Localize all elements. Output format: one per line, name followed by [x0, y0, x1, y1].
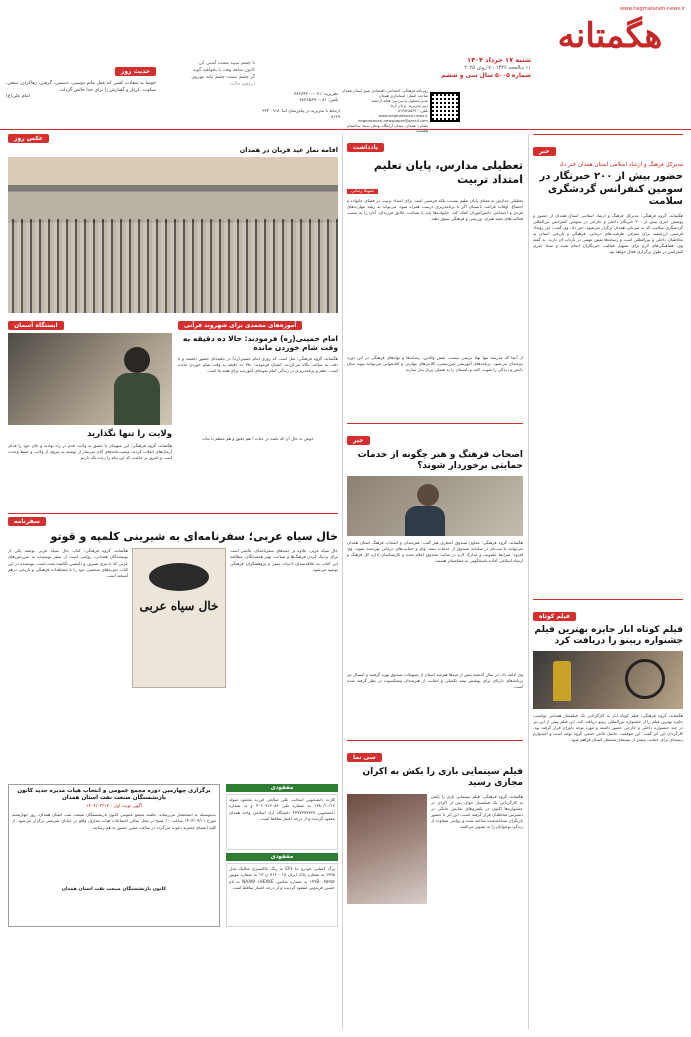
- bicycle-wheel-shape: [625, 659, 665, 699]
- site-url: www.hegmataneh-news.ir: [620, 6, 685, 12]
- martyr-box: [8, 321, 172, 503]
- right-body: هگمتانه، گروه فرهنگی: مدیرکل فرهنگ و ارشاد اسلامی استان همدان از حضور و پوشش خبری بیش از ۲۰۰ خبرنگار داخلی و خارجی در سومین کنفرانس بین‌المللی گردشگری سلامت که به میزبانی همدان برگزار می‌شود، خبر داد. وی گفت: این رویداد فرصتی ارزشمند برای معرفی ظرفیت‌های درمانی، فرهنگی و تاریخی استان به مخاطبان داخلی و بین‌المللی است و رسانه‌ها نقش مهمی در بازتاب آن دارند. به گفته وی، هماهنگی‌های لازم برای تسهیل فعالیت خبرنگاران انجام شده و ستاد خبری کنفرانس در طول برگزاری فعال خواهد بود.: [533, 212, 683, 255]
- right-column: [533, 134, 683, 1024]
- lost-tag-1: مفقودی: [226, 784, 338, 792]
- notice-body: بدینوسیله به استحضار می‌رساند، جلسه مجمع عمومی کانون بازنشستگان صنعت نفت استان همدان، روز چهارشنبه مورخ ۱۴۰۴/۰۴/۱۱ ساعت ۱۰ صبح در محل سالن اجتماعات هیات معارف واقع در خیابان شریعتی برگزار می‌شود. از کلیه اعضای محترم دعوت می‌گردد در ساعت مقرر حضور به هم رسانند.: [12, 812, 216, 830]
- photo-caption: اقامه نماز عید قربان در همدان: [239, 146, 338, 154]
- quran-headline: امام خمینی(ره) فرمودند: حالا ده دقیقه به وقت شام خوردن مانده: [182, 334, 338, 353]
- book-cover: [132, 548, 226, 688]
- support-body-2: وی ادامه داد: در سال گذشته بیش از صدها هنرمند استان از تسهیلات صندوق بهره گرفتند و امسال نیز برنامه‌های تازه‌ای برای پوشش بیمه تکمیلی و حمایت از هنرمندان پیشکسوت در نظر گرفته شده است.: [347, 672, 523, 690]
- news-tag: خبر: [533, 147, 556, 156]
- quran-box: [178, 321, 338, 503]
- note-tag: یادداشت: [347, 143, 384, 152]
- note-body-2: از آنجا که مدرسه تنها نهاد تربیتی نیست، نقش والدین، رسانه‌ها و نهادهای فرهنگی در این دوره دوچندان می‌شود. برنامه‌های آموزشی غیررسمی، کلاس‌های مهارتی و کتابخوانی می‌توانند پیوند میان دانش و زندگی را تقویت کنند و تابستان را به فصلی پربار بدل سازند.: [347, 354, 523, 372]
- quran-tag: آموزه‌های محمدی برای شهروند قرآنی: [178, 321, 302, 330]
- masthead: [0, 0, 691, 133]
- issue-number: شماره ۵۰۰۵ سال سی و ششم: [440, 72, 531, 79]
- middle-column: [347, 134, 523, 1024]
- travel-headline: خال سیاه عربی؛ سفرنامه‌ای به شیرینی کلمپه و قوتو: [50, 529, 338, 543]
- cinema-tag: سی نما: [347, 753, 382, 762]
- lost-notice-2: برگ کمپانی خودرو دنا EF۷ به رنگ خاکستری متالیک مدل ۱۳۹۸ به شماره پلاک ایران ۱۸ - ۷۱۶ ن ۱۳ به شماره موتور ۱۴۷B۰۰۴۵۳۵۲ به شماره شاسی NAAW۰۱HEXKE به نام حسین فریدونی مفقود گردیده و از درجه اعتبار ساقط است.: [226, 863, 338, 927]
- cinema-body: هگمتانه، گروه فرهنگی: فیلم سینمایی بازی را بکش به کارگردانی یک فیلمساز جوان پس از اکران در جشنواره‌ها اکنون در پلتفرم‌های نمایش خانگی در دسترس مخاطبان قرار گرفته است. این اثر با حضور بازیگران شناخته‌شده ساخته شده و روایتی متفاوت از زندگی نوجوانان را به تصویر می‌کشد.: [431, 793, 523, 829]
- notice-subtitle: آگهی نوبت اول - ۱۴۰۴/۰۳/۱۷: [85, 804, 143, 810]
- notice-title: برگزاری چهارمین دوره مجمع عمومی و انتخاب هیات مدیره جدید کانون بازنشستگان صنعت نفت استان همدان: [17, 788, 211, 802]
- qr-code: [430, 92, 460, 122]
- association-notice: [8, 784, 220, 927]
- short-film-photo: [533, 651, 683, 709]
- official-portrait: [347, 476, 523, 536]
- support-body-1: هگمتانه، گروه فرهنگی: معاون صندوق اعتباری هنر گفت: هنرمندان و اصحاب فرهنگ استان همدان می‌توانند با ثبت‌نام در سامانه صندوق از خدمات بیمه، وام و حمایت‌های درمانی بهره‌مند شوند. وی افزود: شرایط عضویت و مدارک لازم در سایت صندوق اعلام شده و کارشناسان اداره کل فرهنگ و ارشاد اسلامی آماده پاسخگویی به متقاضیان هستند.: [347, 540, 523, 564]
- lost-items-box: [226, 784, 338, 927]
- whatsapp-info: ارتباط با تحریریه در پیام‌رسان ایتا: ۰۹۱۸ ۳۲۴ ۸۱۲۹: [262, 108, 340, 119]
- martyr-headline: ولایت را تنها نگذارید: [87, 429, 172, 439]
- note-headline: تعطیلی مدارس، پایان تعلیم امتداد تربیت: [373, 159, 523, 186]
- martyr-head-shape: [124, 347, 150, 373]
- author-name: سهیلا زمانی: [347, 189, 378, 194]
- cinema-photo: [347, 794, 427, 904]
- short-film-tag: فیلم کوتاه: [533, 612, 576, 621]
- prayer-photo: [8, 157, 338, 313]
- martyr-body-shape: [114, 373, 160, 425]
- hadith-text: خوشا به سعادت کسی که عمل مانم دوستی، دشمنی، گرفتن، رهاکردن، سخن، سکوت، کردار و گفتارش را برای خدا خالص گرداند.: [6, 81, 156, 93]
- photo-of-day-tag: عکس روز: [8, 134, 49, 143]
- lost-notice-1: کارت دانشجویی اینجانب علی صالحی فرزند محمود متولد ۱۳۸۰/۱۰/۱۶ به شماره ملی ۴۰۲۰۹۱۳۰۸۳ و به شماره دانشجویی ۴۳۷۷۳۷۷۷۲۷ دانشگاه آزاد اسلامی واحد همدان مفقود گردیده و از درجه اعتبار ساقط است.: [226, 794, 338, 850]
- lost-tag-2: مفقودی: [226, 853, 338, 861]
- support-headline: اصحاب فرهنگ و هنر چگونه از خدمات حمایتی برخوردار شوند؟: [357, 449, 523, 471]
- travel-body-right: هگمتانه، گروه فرهنگی: کتاب خال سیاه عربی نوشته یکی از نویسندگان همدانی، روایتی است از سفر نویسنده به سرزمین‌های عربی که با نثری شیرین و دلنشین نگاشته شده است. نویسنده در این کتاب تجربه‌های شخصی خود را با مشاهدات فرهنگی و تاریخی درهم آمیخته است.: [8, 548, 128, 578]
- quran-body: هگمتانه، گروه فرهنگی: نقل است که روزی امام خمینی(ره) در جلسه‌ای حضور داشتند و با دقت به ساعت نگاه می‌کردند. ایشان فرمودند: حالا ده دقیقه به وقت شام خوردن مانده است. نظم و برنامه‌ریزی در زندگی امام نمونه‌ای آموزنده برای همه ما است.: [178, 355, 338, 373]
- travel-body-left: خال سیاه عربی، علاوه بر جنبه‌های سفرنامه‌ای، تلاشی است برای نزدیک کردن فرهنگ‌ها و شناخت بهتر همسایگان. مطالعه این کتاب به علاقه‌مندان ادبیات سفر و پژوهشگران فرهنگی توصیه می‌شود.: [230, 548, 338, 572]
- note-body-1: تعطیلی مدارس به معنای پایان تعلیم نیست، بلکه فرصتی است برای امتداد تربیت در فضای خانواده و اجتماع. اوقات فراغت تابستان اگر با برنامه‌ریزی درست همراه شود، می‌تواند به رشد مهارت‌های فردی و اجتماعی دانش‌آموزان کمک کند. خانواده‌ها باید با شناخت علایق فرزندان، آنان را به سمت فعالیت‌های مفید هنری، ورزشی و فرهنگی سوق دهند.: [347, 197, 523, 221]
- date-hijri: ۱۱ ذیالحجه ۱۴۴۶: [495, 65, 531, 71]
- trophy-shape: [553, 661, 571, 701]
- notice-signature: کانون بازنشستگان صنعت نفت استان همدان: [61, 887, 167, 893]
- sky-station-tag: ایستگاه آسمان: [8, 321, 64, 330]
- person-head-shape: [417, 484, 439, 506]
- travel-tag: سفرنامه: [8, 517, 46, 526]
- date-line: شنبه ۱۷ خرداد ۱۴۰۴: [467, 56, 531, 64]
- martyr-body: هگمتانه، گروه فرهنگی: این شهیدان با عشق به ولایت قدم در راه نهادند و جان خود را فدای آرمان‌های انقلاب کردند. وصیت‌نامه‌های آنان سرشار از توصیه به پیروی از ولایت و حفظ وحدت است و امروز بر ماست که این پیام را زنده نگه داریم.: [8, 442, 172, 460]
- support-tag: خبر: [347, 436, 370, 445]
- martyr-photo: [8, 333, 172, 425]
- hadith-source: امام علی(ع): [6, 94, 30, 99]
- hadith-tag: حدیث روز: [115, 67, 156, 76]
- cinema-headline: فیلم سینمایی بازی را بکش به اکران مجازی رسید: [362, 767, 523, 789]
- date-block: شنبه ۱۷ خرداد ۱۴۰۴ ۱۱ ذیالحجه ۱۴۴۶ - ۷ ژوئن ۲۰۲۵ شماره ۵۰۰۵ سال سی و ششم: [401, 56, 531, 79]
- newspaper-logo: هگمتانه: [557, 16, 663, 56]
- poem-box: با چشم سپید مست آشتی کن کانون شاهد وقت با بخواهید گوید گر چشم مست چشم نکند مهروی ابراهیم حالت: [191, 61, 255, 87]
- phone-info: تحریریه: ۰۸۱-۳۸۲۸۴۲۰۰ تلفن: ۰۸۱-۳۸۲۸۵۶۹۰: [293, 92, 338, 103]
- date-gregorian: ۷ ژوئن ۲۰۲۵: [464, 65, 491, 71]
- short-film-headline: فیلم کوتاه ابار جایزه بهترین فیلم جشنواره ربینو را دریافت کرد: [534, 624, 683, 646]
- short-film-body: هگمتانه، گروه فرهنگی: فیلم کوتاه ابار به کارگردانی یک فیلمساز همدانی توانست جایزه بهترین فیلم را از جشنواره بین‌المللی ربینو دریافت کند. این فیلم پیش از این نیز در چند جشنواره داخلی و خارجی حضور داشته و مورد توجه داوران قرار گرفته بود. کارگردان این اثر گفت: این موفقیت حاصل تلاش جمعی گروه تولید است و امیدوارم زمینه‌ای برای حمایت بیشتر از سینمای مستقل استان فراهم شود.: [533, 713, 683, 743]
- quran-footer: خوش به حال آن که باشد در حیات / هم دقیق و هم منظم با ثبات: [202, 435, 314, 441]
- black-mole-shape: [149, 563, 209, 591]
- left-column: [8, 134, 338, 1024]
- right-kicker: مدیرکل فرهنگ و ارشاد اسلامی استان همدان خبر داد: [559, 162, 683, 168]
- logo-block: [535, 6, 685, 106]
- person-body-shape: [405, 506, 445, 536]
- hadith-box: [6, 58, 156, 99]
- book-title: خال سیاه عربی: [139, 599, 219, 614]
- publisher-info: روزنامه فرهنگی، اجتماعی، اقتصادی صبح استان همدان صاحب امتیاز: استانداری همدان مدیر مسئول و سردبیر: فتانه ارجمند دبیر تحریریه: یزدان آزما تلفن: ۰۸۱۳۸۲۸۵۶۹۰ www.hegmataneh-news.ir hegmataneh-newspaper@gmail.com نشانی: همدان، میدان آرامگاه بوعلی سینا، ساختمان هگمتانه: [341, 88, 428, 133]
- right-headline: حضور بیش از ۲۰۰ خبرنگار در سومین کنفرانس گردشگری سلامت: [539, 171, 683, 207]
